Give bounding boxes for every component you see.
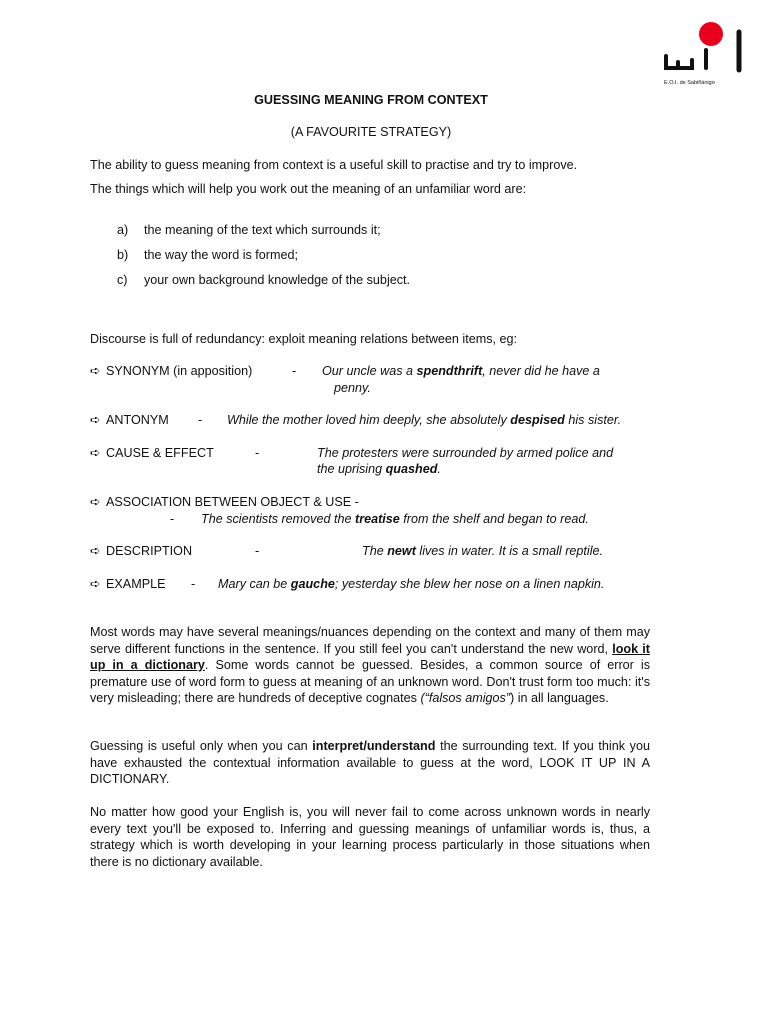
relation-example [322,363,600,380]
arrow-icon: ➪ [90,364,101,378]
example-keyword: treatise [355,512,400,526]
relation-label: SYNONYM (in apposition) [106,364,253,378]
list-text: the way the word is formed; [144,248,298,262]
relation-label: ASSOCIATION BETWEEN OBJECT & USE [106,495,352,509]
relation-dash: - [292,364,297,378]
example-keyword: gauche [290,577,335,591]
interpret-emphasis: interpret/understand [312,739,436,753]
paragraph-text: ) in all languages. [510,691,609,705]
example-keyword: spendthrift [416,364,483,378]
list-item [117,247,298,264]
example-text: . [437,462,441,476]
arrow-icon: ➪ [90,577,101,591]
relation-example [201,511,589,528]
school-logo [656,12,756,104]
example-text: The [362,544,388,558]
example-text: from the shelf and began to read. [399,512,589,526]
relation-description [90,543,192,560]
discourse-intro: Discourse is full of redundancy: exploit meaning relations between items, eg: [90,332,518,346]
relation-example-type [90,576,166,593]
example-keyword: newt [387,544,416,558]
example-text: lives in water. It is a small reptile. [415,544,603,558]
list-item [117,222,381,239]
intro-line-1: The ability to guess meaning from context is a useful skill to practise and try to improve. [90,158,578,172]
arrow-icon: ➪ [90,446,101,460]
relation-dash: - [255,446,260,460]
relation-label: EXAMPLE [106,577,166,591]
page-subtitle: (A FAVOURITE STRATEGY) [290,125,452,139]
example-text: his sister. [564,413,622,427]
arrow-icon: ➪ [90,413,101,427]
paragraph-text: Guessing is useful only when you can [90,739,313,753]
example-text: the uprising [317,462,386,476]
list-item [117,272,410,289]
example-text: The scientists removed the [201,512,355,526]
example-text: , never did he have a [482,364,600,378]
paragraph-context [90,624,650,707]
relation-dash: - [255,544,260,558]
relation-synonym [90,363,252,380]
arrow-icon: ➪ [90,495,101,509]
dictionary-emphasis: look it up in a dictionary [90,641,650,672]
relation-antonym [90,412,169,429]
paragraph-text: Most words may have several meanings/nuances depending on the context and many of them may serve different functions in the sentence. If you still feel you can't understand the new word, [90,625,650,656]
relation-label: CAUSE & EFFECT [106,446,214,460]
relation-dash: - [198,413,203,427]
relation-example [227,412,621,429]
relation-label: ANTONYM [106,413,169,427]
falsos-amigos: (“falsos amigos” [420,691,511,705]
relation-cause-effect [90,445,214,462]
example-text: Our uncle was a [322,364,417,378]
arrow-icon: ➪ [90,544,101,558]
list-marker: c) [117,273,128,287]
relation-dash: - [354,495,359,509]
paragraph-text: the surrounding text. If you think you have exhausted the contextual information available to guess at the word, LOOK IT UP IN A DICTIONARY. [90,739,650,786]
paragraph-conclusion: No matter how good your English is, you will never fail to come across unknown words in nearly every text you'll be exposed to. Inferring and guessing meanings of unfamiliar words is, thus, a strategy which is worth developing in your learning process particularly in those situations when there is no dictionary available. [90,805,650,869]
example-text: While the mother loved him deeply, she absolutely [227,413,511,427]
intro-line-2: The things which will help you work out the meaning of an unfamiliar word are: [90,182,527,196]
paragraph-text: . Some words cannot be guessed. Besides, a common source of error is premature use of word form to guess at meaning of an unknown word. Don't trust form too much: it's very misleading; there are hundreds of deceptive cognates [90,658,651,705]
relation-example-line2: penny. [334,381,371,395]
relation-association [90,494,359,511]
page-title: GUESSING MEANING FROM CONTEXT [254,93,488,107]
example-text: Mary can be [218,577,291,591]
relation-example-line2 [317,461,441,478]
logo-caption: E.O.I. de Sabiñánigo [664,80,715,86]
list-text: the meaning of the text which surrounds it; [144,223,381,237]
relation-example [362,543,603,560]
list-marker: b) [117,248,129,262]
relation-example: The protesters were surrounded by armed police and [317,446,614,460]
list-marker: a) [117,223,129,237]
example-keyword: despised [510,413,565,427]
relation-example [218,576,604,593]
relation-dash: - [170,512,175,526]
list-text: your own background knowledge of the subject. [144,273,411,287]
example-text: ; yesterday she blew her nose on a linen napkin. [334,577,605,591]
example-keyword: quashed [385,462,438,476]
relation-label: DESCRIPTION [106,544,193,558]
paragraph-guessing [90,738,650,788]
relation-dash: - [191,577,196,591]
